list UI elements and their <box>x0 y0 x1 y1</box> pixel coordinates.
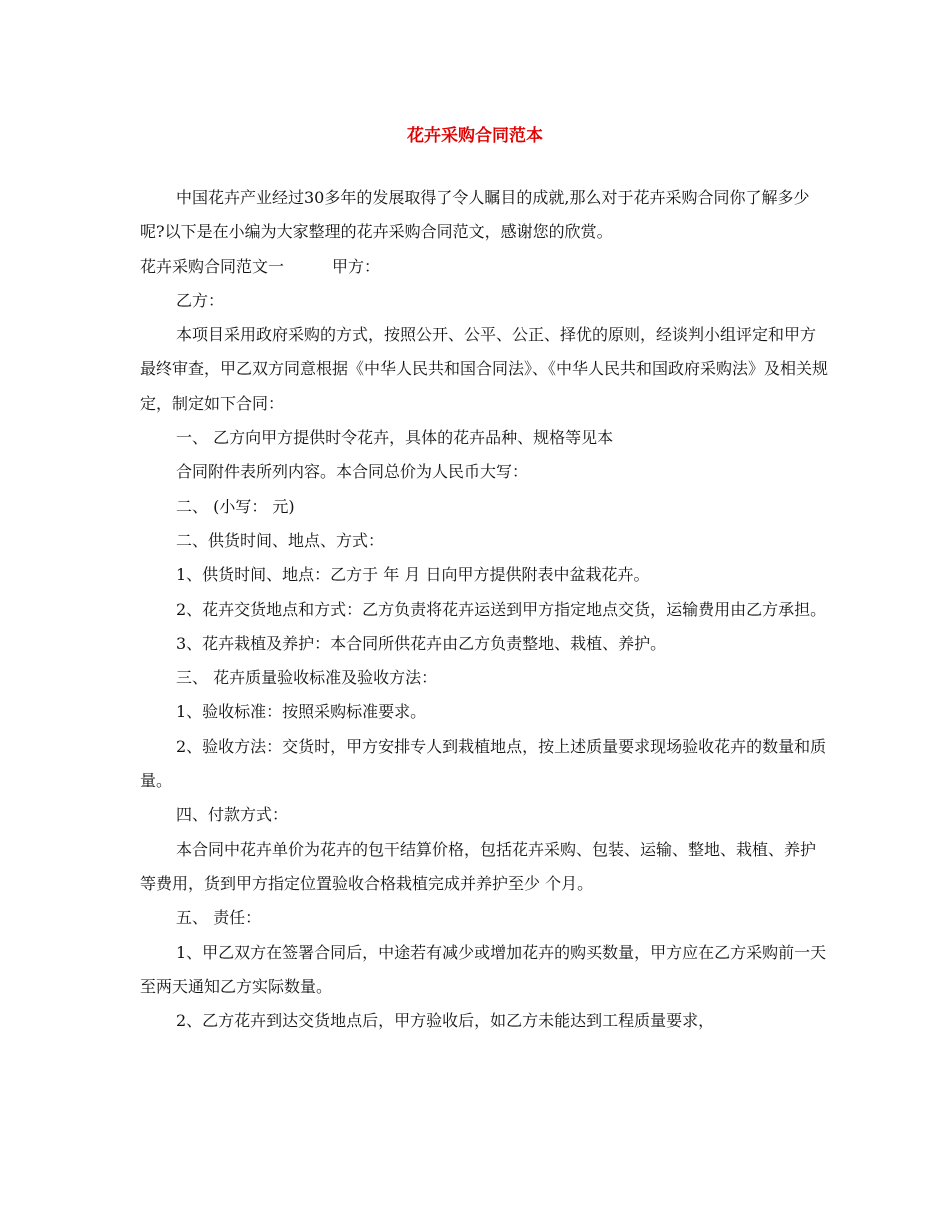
clause-responsibility-one: 1、甲乙双方在签署合同后，中途若有减少或增加花卉的购买数量，甲方应在乙方采购前一天至两天通知乙方实际数量。 <box>140 942 827 996</box>
clause-acceptance-standard: 1、验收标准：按照采购标准要求。 <box>176 702 427 722</box>
document-title: 花卉采购合同范本 <box>407 126 543 146</box>
paragraph-basis: 本项目采用政府采购的方式，按照公开、公平、公正、择优的原则，经谈判小组评定和甲方最终审查，甲乙双方同意根据《中华人民共和国合同法》、《中华人民共和国政府采购法》及相关规定，制定如下合同： <box>140 325 829 413</box>
clause-supply-time-place: 1、供货时间、地点：乙方于 年 月 日向甲方提供附表中盆栽花卉。 <box>176 565 650 585</box>
clause-one-continued: 合同附件表所列内容。本合同总价为人民币大写： <box>176 462 529 482</box>
clause-supply-heading: 二、供货时间、地点、方式： <box>176 530 385 550</box>
paragraph-intro: 中国花卉产业经过30多年的发展取得了令人瞩目的成就,那么对于花卉采购合同你了解多少呢?以下是在小编为大家整理的花卉采购合同范文，感谢您的欣赏。 <box>140 188 810 242</box>
party-a-label: 甲方： <box>332 256 381 276</box>
clause-payment-heading: 四、付款方式： <box>176 805 289 825</box>
clause-delivery-method: 2、花卉交货地点和方式：乙方负责将花卉运送到甲方指定地点交货，运输费用由乙方承担。 <box>176 599 827 619</box>
sample-one-label: 花卉采购合同范文一 <box>140 256 285 276</box>
clause-planting-care: 3、花卉栽植及养护：本合同所供花卉由乙方负责整地、栽植、养护。 <box>176 633 667 653</box>
clause-acceptance-method: 2、验收方法：交货时，甲方安排专人到栽植地点，按上述质量要求现场验收花卉的数量和质量。 <box>140 736 827 791</box>
paragraph-subtitle-party-a <box>140 250 830 284</box>
document-body <box>140 181 830 1038</box>
clause-responsibility-heading: 五、 责任： <box>176 908 262 928</box>
clause-two-lowercase-amount: 二、 (小写： 元) <box>176 496 295 516</box>
party-b-label: 乙方： <box>176 290 225 310</box>
clause-responsibility-two: 2、乙方花卉到达交货地点后，甲方验收后，如乙方未能达到工程质量要求， <box>176 1011 715 1031</box>
clause-quality-heading: 三、 花卉质量验收标准及验收方法： <box>176 668 438 688</box>
clause-payment-details: 本合同中花卉单价为花卉的包干结算价格，包括花卉采购、包装、运输、整地、栽植、养护等费用，货到甲方指定位置验收合格栽植完成并养护至少 个月。 <box>140 839 817 893</box>
clause-one: 一、 乙方向甲方提供时令花卉，具体的花卉品种、规格等见本 <box>176 428 614 448</box>
